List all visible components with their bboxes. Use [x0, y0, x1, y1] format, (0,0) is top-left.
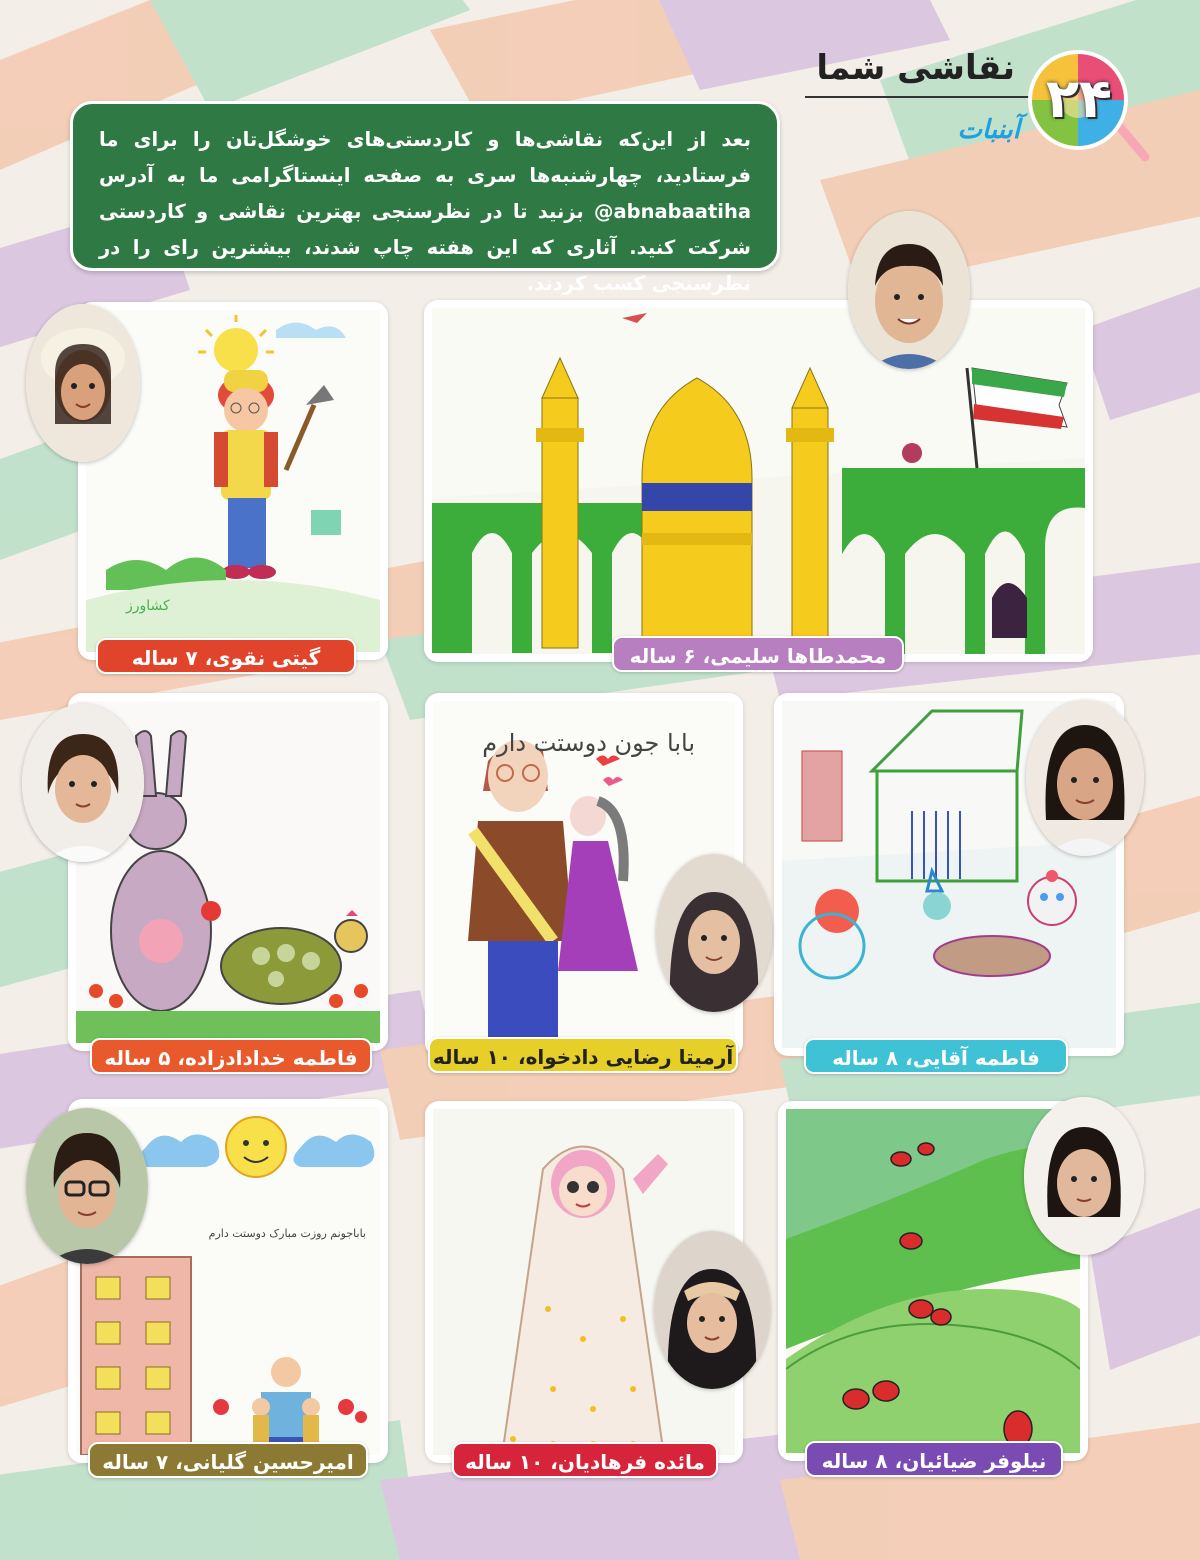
caption-maedeh: مائده فرهادیان، ۱۰ ساله	[452, 1442, 718, 1478]
page-number: ۲۴	[1046, 67, 1112, 130]
title-divider	[805, 96, 1030, 98]
caption-niloufar: نیلوفر ضیائیان، ۸ ساله	[805, 1441, 1063, 1477]
caption-armita: آرمیتا رضایی دادخواه، ۱۰ ساله	[428, 1037, 738, 1073]
drawing-card-mohammad	[424, 300, 1093, 662]
portrait-giti	[26, 304, 140, 462]
drawing-text-amirhossein: باباجونم روزت مبارک دوستت دارم	[208, 1227, 366, 1240]
portrait-armita	[656, 854, 772, 1012]
portrait-niloufar	[1024, 1097, 1144, 1255]
page-title: نقاشی شما	[816, 48, 1015, 88]
drawing-shrine	[432, 308, 1085, 654]
portrait-mohammad	[848, 211, 970, 369]
caption-fatemeh-k: فاطمه خدادادزاده، ۵ ساله	[90, 1038, 372, 1074]
drawing-caption-farmer: کشاورز	[126, 598, 170, 614]
portrait-fatemeh-a	[1026, 700, 1144, 856]
caption-giti: گیتی نقوی، ۷ ساله	[96, 638, 356, 674]
portrait-amirhossein	[26, 1108, 148, 1264]
drawing-text-armita: بابا جون دوستت دارم	[482, 729, 695, 757]
intro-text-box	[70, 101, 780, 295]
caption-mohammad: محمدطاها سلیمی، ۶ ساله	[612, 636, 904, 672]
caption-amirhossein: امیرحسین گلیانی، ۷ ساله	[88, 1442, 368, 1478]
intro-text: بعد از این‌که نقاشی‌ها و کاردستی‌های خوشگل‌تان را برای ما فرستادید، چهارشنبه‌ها سری به صفحه اینستاگرامی ما به آدرس abnabaatiha@ بزنید تا در نظرسنجی بهترین نقاشی و کاردستی شرکت کنید. آثاری که این هفته چاپ شدند، بیشترین رای را در نظرسنجی کسب کردند.	[99, 128, 751, 295]
portrait-fatemeh-k	[22, 704, 144, 862]
caption-fatemeh-a: فاطمه آقایی، ۸ ساله	[804, 1038, 1068, 1074]
portrait-maedeh	[654, 1231, 770, 1389]
brand-logo: آبنبات	[957, 115, 1020, 145]
